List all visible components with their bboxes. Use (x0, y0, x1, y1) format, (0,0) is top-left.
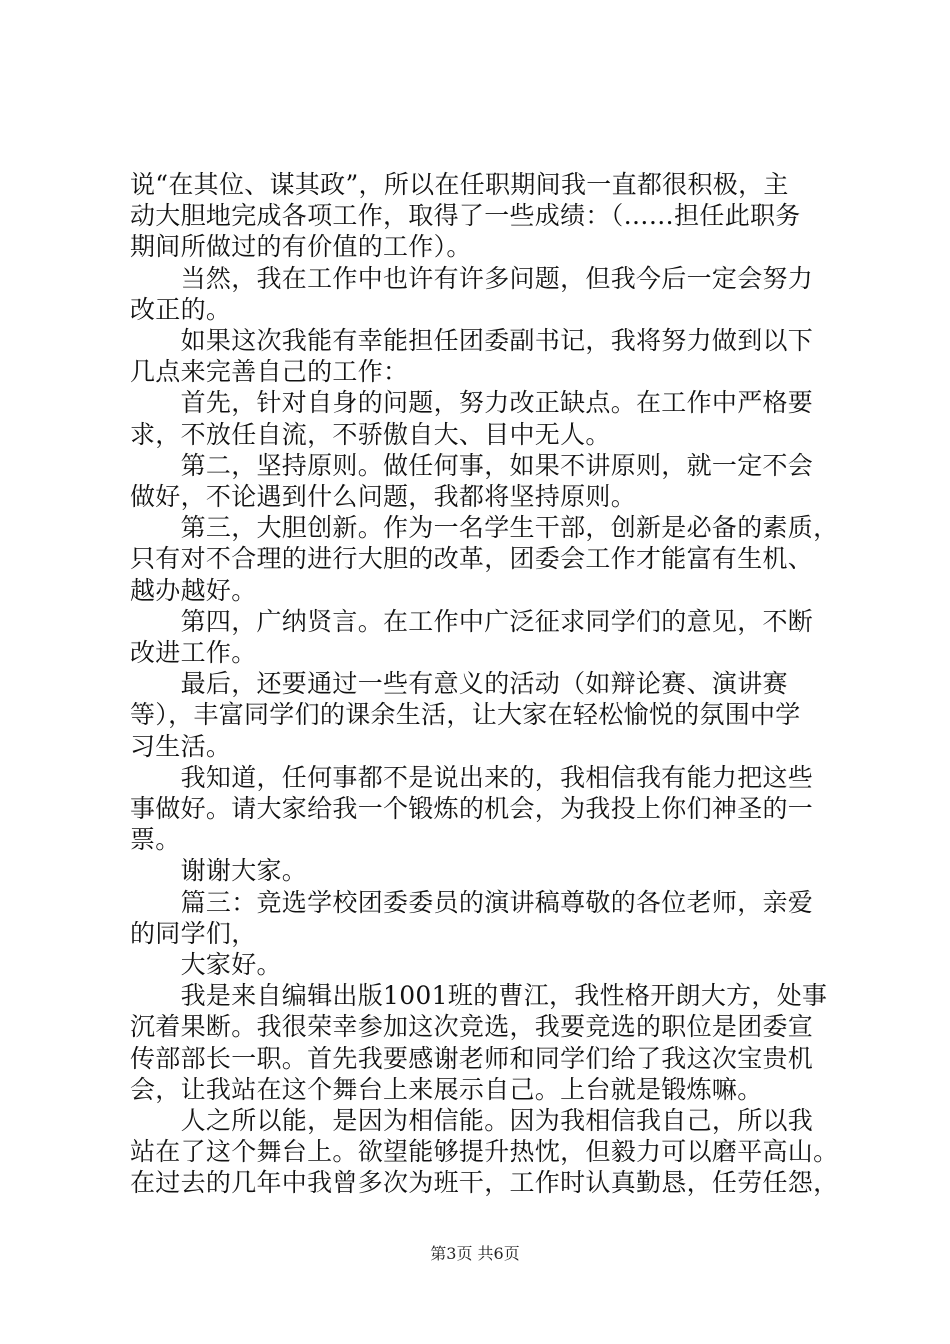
text-line: 如果这次我能有幸能担任团委副书记，我将努力做到以下 (130, 326, 814, 355)
text-line: 谢谢大家。 (130, 856, 308, 886)
text-line: 我是来自编辑出版1001班的曹江，我性格开朗大方，处事 (130, 981, 828, 1011)
text-line: 在过去的几年中我曾多次为班干，工作时认真勤恳，任劳任怨， (130, 1168, 839, 1198)
text-line: 传部部长一职。首先我要感谢老师和同学们给了我这次宝贵机 (130, 1043, 814, 1073)
text-line: 改进工作。 (130, 638, 257, 667)
text-line: 第四，广纳贤言。在工作中广泛征求同学们的意见，不断 (130, 606, 814, 636)
text-line: 首先，针对自身的问题，努力改正缺点。在工作中严格要 (130, 388, 814, 418)
text-line: 当然，我在工作中也许有许多问题，但我今后一定会努力 (130, 263, 814, 293)
text-line: 大家好。 (130, 950, 282, 979)
text-line: 说“在其位、谋其政”，所以在任职期间我一直都很积极，主 (130, 170, 789, 199)
text-line: 事做好。请大家给我一个锻炼的机会，为我投上你们神圣的一 (130, 794, 814, 823)
text-line: 做好，不论遇到什么问题，我都将坚持原则。 (130, 482, 637, 511)
text-line: 期间所做过的有价值的工作）。 (130, 232, 472, 262)
text-line: 求，不放任自流，不骄傲自大、目中无人。 (130, 419, 611, 449)
text-line: 票。 (130, 825, 181, 855)
text-line: 第二，坚持原则。做任何事，如果不讲原则，就一定不会 (130, 450, 814, 480)
text-line: 等），丰富同学们的课余生活，让大家在轻松愉悦的氛围中学 (130, 700, 801, 730)
text-line: 越办越好。 (130, 575, 257, 605)
text-line: 只有对不合理的进行大胆的改革，团委会工作才能富有生机、 (130, 544, 814, 574)
text-line: 最后，还要通过一些有意义的活动（如辩论赛、演讲赛 (130, 669, 788, 699)
text-line: 动大胆地完成各项工作，取得了一些成绩：（……担任此职务 (130, 201, 801, 231)
text-line: 几点来完善自己的工作： (130, 357, 409, 387)
text-line: 习生活。 (130, 731, 232, 761)
text-line: 我知道，任何事都不是说出来的，我相信我有能力把这些 (130, 762, 814, 792)
text-line: 改正的。 (130, 294, 232, 324)
text-line: 站在了这个舞台上。欲望能够提升热忱，但毅力可以磨平高山。 (130, 1137, 839, 1167)
text-line: 人之所以能，是因为相信能。因为我相信我自己，所以我 (130, 1106, 814, 1135)
text-line: 会，让我站在这个舞台上来展示自己。上台就是锻炼嘛。 (130, 1074, 763, 1104)
text-line: 篇三：竞选学校团委委员的演讲稿尊敬的各位老师，亲爱 (130, 887, 814, 917)
page-footer: 第3页 共6页 (430, 1244, 520, 1263)
text-line: 第三，大胆创新。作为一名学生干部，创新是必备的素质， (130, 513, 839, 543)
text-line: 沉着果断。我很荣幸参加这次竞选，我要竞选的职位是团委宣 (130, 1012, 814, 1042)
text-line: 的同学们， (130, 918, 257, 948)
